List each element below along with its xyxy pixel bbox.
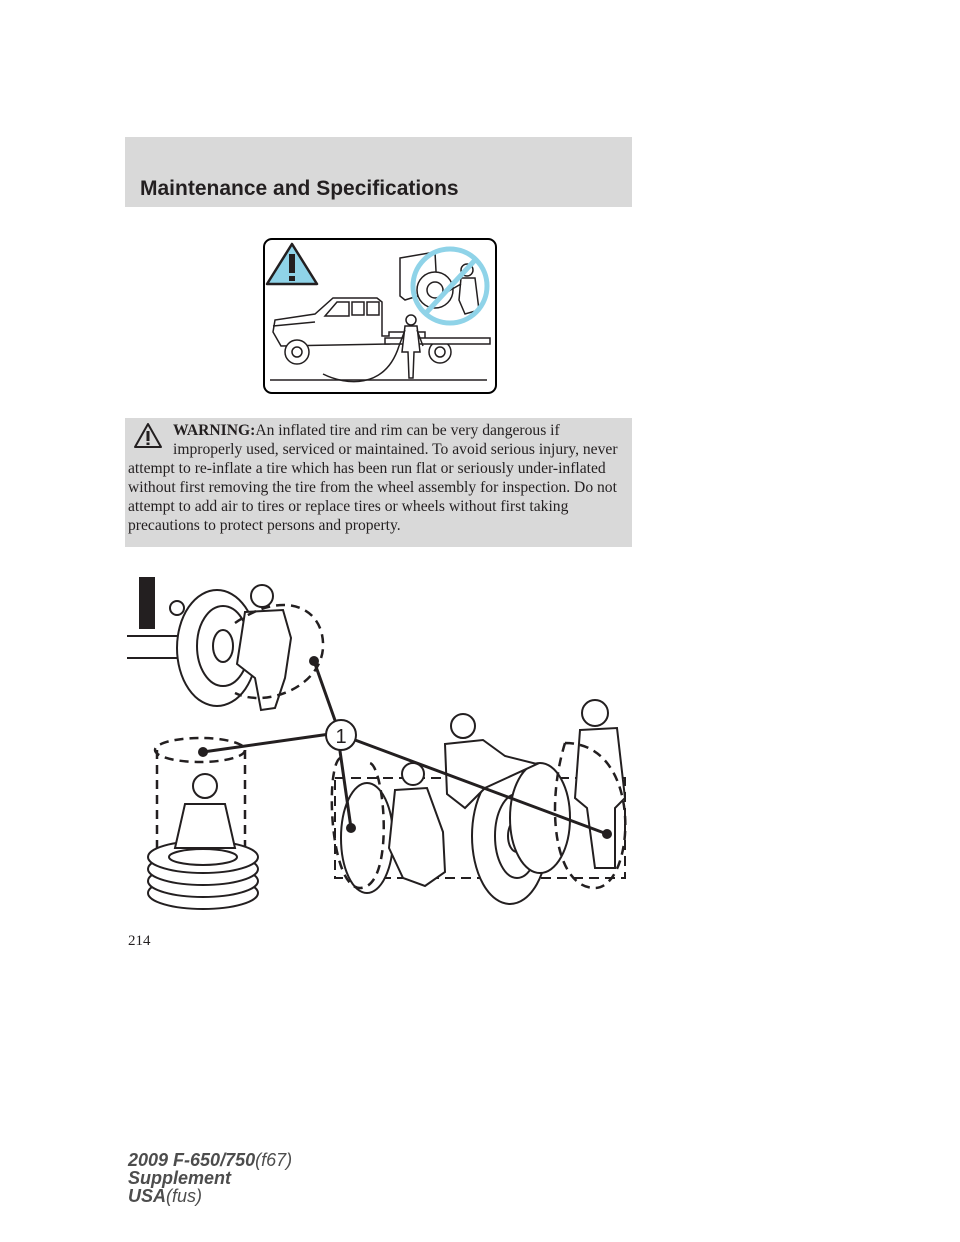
footer-region: USA xyxy=(128,1186,167,1206)
document-footer xyxy=(128,1151,292,1205)
footer-model: 2009 F-650/750 xyxy=(128,1150,256,1170)
warning-paragraph xyxy=(128,421,620,535)
warning-label: WARNING: xyxy=(173,422,256,439)
warning-triangle-icon xyxy=(267,244,317,284)
footer-region-code: (fus) xyxy=(166,1186,203,1206)
footer-line2: Supplement xyxy=(128,1168,232,1188)
tire-safety-illustration xyxy=(125,568,635,918)
inflation-warning-illustration xyxy=(263,238,497,394)
page-number: 214 xyxy=(128,933,151,949)
callout-number: 1 xyxy=(335,726,347,748)
warning-body: An inflated tire and rim can be very dangerous if improperly used, serviced or maintained. To avoid serious injury, never attempt to re-inflate a tire which has been run flat or seriously under-inflated without first removing the tire from the wheel assembly for inspection. Do not attempt to add air to tires or replace tires or wheels without first taking precautions to protect persons and property. xyxy=(128,422,618,534)
page-title: Maintenance and Specifications xyxy=(140,177,459,200)
footer-model-code: (f67) xyxy=(255,1150,293,1170)
